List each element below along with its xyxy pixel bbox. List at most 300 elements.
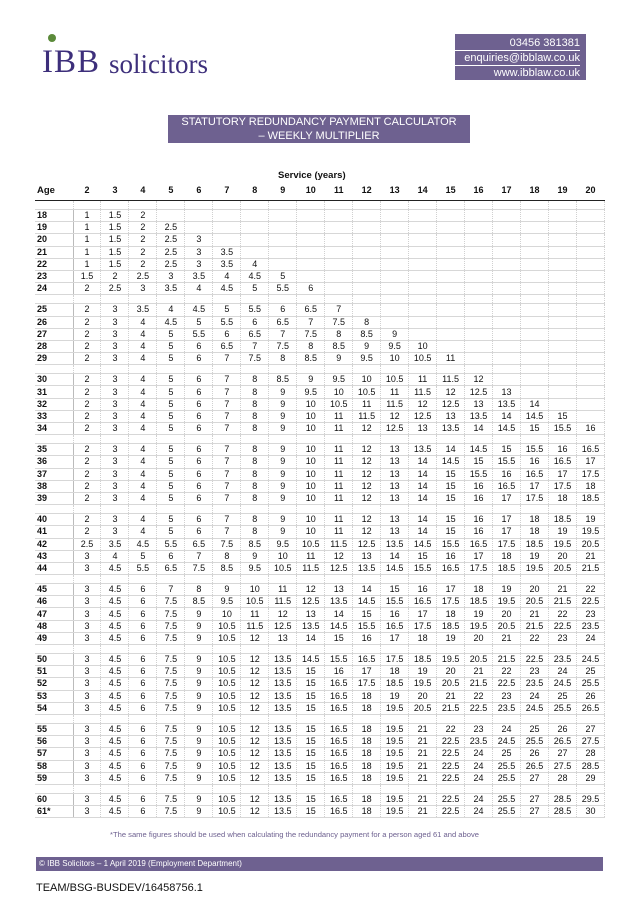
contact-phone: 03456 381381 <box>455 36 580 51</box>
multiplier-cell: 13.5 <box>269 654 297 666</box>
spacer-cell <box>381 201 409 210</box>
multiplier-cell: 10 <box>297 410 325 422</box>
multiplier-cell <box>409 210 437 222</box>
multiplier-cell: 14.5 <box>353 596 381 608</box>
group-spacer-row <box>35 365 605 374</box>
multiplier-cell: 4.5 <box>101 584 129 596</box>
multiplier-cell: 7 <box>213 353 241 365</box>
multiplier-cell: 8.5 <box>185 596 213 608</box>
multiplier-cell: 10.5 <box>213 678 241 690</box>
multiplier-cell: 10.5 <box>213 736 241 748</box>
multiplier-cell: 6 <box>185 480 213 492</box>
multiplier-cell: 13 <box>437 410 465 422</box>
spacer-cell <box>548 575 576 584</box>
multiplier-cell: 28 <box>548 772 576 784</box>
multiplier-cell <box>576 340 604 352</box>
multiplier-cell: 4.5 <box>101 608 129 620</box>
service-year-header: 2 <box>73 180 101 201</box>
multiplier-cell: 23 <box>521 666 549 678</box>
multiplier-cell <box>521 374 549 386</box>
multiplier-cell: 2.5 <box>157 246 185 258</box>
multiplier-cell: 23.5 <box>493 702 521 714</box>
multiplier-cell: 15 <box>437 468 465 480</box>
multiplier-cell: 12 <box>353 492 381 504</box>
multiplier-cell: 10 <box>297 423 325 435</box>
multiplier-cell: 3 <box>101 304 129 316</box>
age-cell: 30 <box>35 374 73 386</box>
multiplier-cell: 24 <box>493 723 521 735</box>
multiplier-cell: 18 <box>353 702 381 714</box>
multiplier-cell: 20.5 <box>437 678 465 690</box>
multiplier-cell <box>297 222 325 234</box>
multiplier-cell: 11 <box>325 423 353 435</box>
multiplier-cell: 1 <box>73 234 101 246</box>
multiplier-cell: 9.5 <box>269 538 297 550</box>
multiplier-cell: 15 <box>297 678 325 690</box>
table-row <box>35 666 605 678</box>
multiplier-cell: 9 <box>185 620 213 632</box>
multiplier-cell <box>353 258 381 270</box>
spacer-cell <box>409 645 437 654</box>
spacer-cell <box>381 505 409 514</box>
multiplier-cell: 11.5 <box>381 398 409 410</box>
multiplier-cell: 9 <box>185 678 213 690</box>
multiplier-cell: 2 <box>129 258 157 270</box>
multiplier-cell: 15.5 <box>548 423 576 435</box>
multiplier-cell: 22 <box>437 723 465 735</box>
multiplier-cell: 9 <box>241 550 269 562</box>
multiplier-cell <box>465 270 493 282</box>
spacer-cell <box>269 505 297 514</box>
multiplier-cell: 1.5 <box>101 210 129 222</box>
multiplier-cell: 10.5 <box>213 793 241 805</box>
spacer-cell <box>129 365 157 374</box>
multiplier-cell: 20.5 <box>493 620 521 632</box>
multiplier-cell <box>409 283 437 295</box>
table-row <box>35 468 605 480</box>
spacer-cell <box>157 201 185 210</box>
multiplier-cell: 25.5 <box>493 806 521 818</box>
multiplier-cell: 10.5 <box>409 353 437 365</box>
multiplier-cell: 25 <box>521 723 549 735</box>
age-cell: 57 <box>35 748 73 760</box>
group-spacer-row <box>35 784 605 793</box>
multiplier-cell: 4 <box>129 468 157 480</box>
spacer-cell <box>241 645 269 654</box>
multiplier-cell: 3 <box>73 772 101 784</box>
multiplier-cell: 7.5 <box>157 748 185 760</box>
multiplier-cell: 5.5 <box>213 316 241 328</box>
multiplier-cell: 18.5 <box>576 492 604 504</box>
multiplier-cell: 15 <box>437 480 465 492</box>
multiplier-cell: 8 <box>297 340 325 352</box>
multiplier-cell: 3 <box>185 234 213 246</box>
multiplier-cell: 7.5 <box>157 760 185 772</box>
multiplier-cell: 3.5 <box>157 283 185 295</box>
spacer-cell <box>269 784 297 793</box>
multiplier-cell: 15 <box>437 526 465 538</box>
spacer-cell <box>241 714 269 723</box>
table-row <box>35 210 605 222</box>
multiplier-cell: 28.5 <box>576 760 604 772</box>
multiplier-cell <box>269 258 297 270</box>
multiplier-cell: 22 <box>576 584 604 596</box>
multiplier-cell: 16.5 <box>325 760 353 772</box>
multiplier-cell: 8.5 <box>297 353 325 365</box>
multiplier-cell: 23 <box>465 723 493 735</box>
multiplier-cell <box>353 234 381 246</box>
table-row <box>35 514 605 526</box>
spacer-cell <box>157 365 185 374</box>
multiplier-cell: 13 <box>409 423 437 435</box>
multiplier-cell: 10.5 <box>213 666 241 678</box>
table-row <box>35 234 605 246</box>
multiplier-cell: 21 <box>409 772 437 784</box>
multiplier-cell: 10.5 <box>269 562 297 574</box>
multiplier-cell: 10 <box>297 468 325 480</box>
multiplier-cell <box>409 316 437 328</box>
multiplier-cell: 15 <box>521 423 549 435</box>
spacer-cell <box>101 575 129 584</box>
spacer-cell <box>465 575 493 584</box>
multiplier-cell: 4.5 <box>101 702 129 714</box>
age-cell: 23 <box>35 270 73 282</box>
multiplier-cell: 6 <box>185 514 213 526</box>
multiplier-cell: 13 <box>325 584 353 596</box>
multiplier-cell: 4 <box>129 492 157 504</box>
multiplier-cell <box>521 210 549 222</box>
multiplier-cell: 4 <box>129 444 157 456</box>
spacer-cell <box>213 575 241 584</box>
multiplier-cell: 12 <box>353 423 381 435</box>
multiplier-cell: 12 <box>353 526 381 538</box>
spacer-cell <box>73 505 101 514</box>
multiplier-cell: 13 <box>381 456 409 468</box>
multiplier-cell <box>297 258 325 270</box>
spacer-cell <box>437 505 465 514</box>
multiplier-cell: 7.5 <box>157 632 185 644</box>
multiplier-cell: 12 <box>297 584 325 596</box>
multiplier-cell: 10.5 <box>213 620 241 632</box>
service-year-header: 20 <box>576 180 604 201</box>
multiplier-cell: 3 <box>73 654 101 666</box>
multiplier-cell: 19 <box>381 690 409 702</box>
multiplier-cell: 18 <box>465 584 493 596</box>
table-row <box>35 806 605 818</box>
multiplier-cell: 12 <box>353 456 381 468</box>
service-year-header: 8 <box>241 180 269 201</box>
multiplier-cell <box>493 270 521 282</box>
spacer-cell <box>465 645 493 654</box>
multiplier-cell: 17 <box>409 608 437 620</box>
multiplier-cell <box>381 210 409 222</box>
multiplier-cell: 16 <box>381 608 409 620</box>
multiplier-cell: 16.5 <box>325 736 353 748</box>
multiplier-cell: 21.5 <box>521 620 549 632</box>
spacer-cell <box>101 784 129 793</box>
multiplier-cell: 24 <box>465 793 493 805</box>
multiplier-cell: 3 <box>101 398 129 410</box>
service-year-header: 5 <box>157 180 185 201</box>
multiplier-cell: 1.5 <box>101 246 129 258</box>
multiplier-cell: 17.5 <box>437 596 465 608</box>
multiplier-cell: 15.5 <box>381 596 409 608</box>
multiplier-cell: 4 <box>129 374 157 386</box>
multiplier-cell: 7.5 <box>157 793 185 805</box>
multiplier-cell: 17 <box>521 480 549 492</box>
multiplier-cell <box>548 353 576 365</box>
multiplier-cell: 13 <box>381 480 409 492</box>
multiplier-cell: 11 <box>325 526 353 538</box>
multiplier-cell: 4.5 <box>101 748 129 760</box>
multiplier-cell: 7 <box>213 410 241 422</box>
multiplier-cell: 7 <box>297 316 325 328</box>
multiplier-cell: 10 <box>297 444 325 456</box>
multiplier-cell <box>576 386 604 398</box>
spacer-cell <box>325 201 353 210</box>
multiplier-cell: 5 <box>157 398 185 410</box>
spacer-cell <box>548 201 576 210</box>
multiplier-cell: 6 <box>185 410 213 422</box>
spacer-cell <box>353 201 381 210</box>
spacer-cell <box>269 714 297 723</box>
multiplier-cell <box>437 270 465 282</box>
multiplier-cell: 21.5 <box>576 562 604 574</box>
multiplier-cell <box>297 210 325 222</box>
multiplier-cell: 3.5 <box>129 304 157 316</box>
multiplier-cell <box>269 222 297 234</box>
multiplier-cell: 4.5 <box>101 793 129 805</box>
multiplier-cell: 25.5 <box>548 702 576 714</box>
multiplier-cell: 22.5 <box>437 760 465 772</box>
multiplier-cell: 16 <box>325 666 353 678</box>
multiplier-cell: 4 <box>129 480 157 492</box>
multiplier-cell: 6 <box>129 596 157 608</box>
spacer-cell <box>73 295 101 304</box>
multiplier-cell <box>493 234 521 246</box>
multiplier-cell: 19.5 <box>381 772 409 784</box>
multiplier-cell: 20.5 <box>576 538 604 550</box>
multiplier-cell <box>493 222 521 234</box>
multiplier-cell: 6 <box>185 492 213 504</box>
multiplier-cell: 8 <box>241 480 269 492</box>
multiplier-cell: 17.5 <box>465 562 493 574</box>
multiplier-cell: 5 <box>269 270 297 282</box>
multiplier-cell: 6 <box>269 304 297 316</box>
table-row <box>35 702 605 714</box>
multiplier-cell: 9 <box>269 492 297 504</box>
multiplier-cell: 11 <box>297 550 325 562</box>
multiplier-cell: 6 <box>129 723 157 735</box>
multiplier-cell: 20 <box>521 584 549 596</box>
multiplier-cell: 3 <box>73 748 101 760</box>
table-row <box>35 340 605 352</box>
multiplier-cell: 19.5 <box>381 723 409 735</box>
multiplier-cell: 2.5 <box>101 283 129 295</box>
spacer-cell <box>493 365 521 374</box>
multiplier-cell: 11.5 <box>241 620 269 632</box>
multiplier-cell: 3 <box>101 514 129 526</box>
multiplier-cell <box>548 222 576 234</box>
multiplier-cell: 16 <box>353 632 381 644</box>
multiplier-cell: 14 <box>353 584 381 596</box>
multiplier-cell: 3 <box>73 562 101 574</box>
table-row <box>35 550 605 562</box>
age-cell: 31 <box>35 386 73 398</box>
spacer-cell <box>437 295 465 304</box>
spacer-cell <box>409 435 437 444</box>
multiplier-cell: 9.5 <box>297 386 325 398</box>
multiplier-cell: 10.5 <box>213 690 241 702</box>
multiplier-cell: 9 <box>185 772 213 784</box>
multiplier-cell: 6 <box>185 374 213 386</box>
multiplier-cell: 13.5 <box>353 562 381 574</box>
multiplier-cell: 2 <box>73 492 101 504</box>
spacer-cell <box>576 784 604 793</box>
logo-solicitors-text: solicitors <box>109 49 208 79</box>
multiplier-cell <box>353 270 381 282</box>
multiplier-cell: 5 <box>157 374 185 386</box>
multiplier-cell: 10.5 <box>213 748 241 760</box>
multiplier-cell: 6 <box>129 608 157 620</box>
age-cell: 49 <box>35 632 73 644</box>
multiplier-cell <box>521 353 549 365</box>
multiplier-cell: 2 <box>73 514 101 526</box>
multiplier-cell: 4.5 <box>101 690 129 702</box>
multiplier-cell: 22.5 <box>437 736 465 748</box>
multiplier-cell: 2 <box>73 316 101 328</box>
multiplier-cell: 12 <box>381 410 409 422</box>
spacer-cell <box>548 295 576 304</box>
multiplier-cell: 17 <box>493 492 521 504</box>
multiplier-cell: 11 <box>409 374 437 386</box>
multiplier-cell <box>409 270 437 282</box>
spacer-cell <box>241 575 269 584</box>
multiplier-cell: 22 <box>493 666 521 678</box>
multiplier-cell <box>269 234 297 246</box>
multiplier-cell: 7 <box>213 456 241 468</box>
multiplier-cell: 9 <box>269 480 297 492</box>
spacer-cell <box>241 295 269 304</box>
multiplier-cell: 2 <box>73 456 101 468</box>
multiplier-cell: 14 <box>409 526 437 538</box>
multiplier-cell: 12 <box>353 444 381 456</box>
multiplier-cell: 9 <box>269 386 297 398</box>
multiplier-cell <box>381 258 409 270</box>
multiplier-cell <box>576 222 604 234</box>
multiplier-cell: 10 <box>297 514 325 526</box>
multiplier-cell: 23 <box>548 632 576 644</box>
multiplier-cell: 12 <box>241 702 269 714</box>
multiplier-cell: 16 <box>437 550 465 562</box>
multiplier-cell: 3 <box>101 410 129 422</box>
multiplier-cell <box>353 222 381 234</box>
spacer-cell <box>129 295 157 304</box>
multiplier-cell: 2 <box>73 526 101 538</box>
spacer-cell <box>465 295 493 304</box>
multiplier-cell: 26.5 <box>521 760 549 772</box>
multiplier-cell: 6 <box>213 328 241 340</box>
multiplier-cell: 3 <box>73 702 101 714</box>
multiplier-cell: 18 <box>353 793 381 805</box>
spacer-cell <box>521 714 549 723</box>
multiplier-cell: 13.5 <box>269 666 297 678</box>
spacer-cell <box>101 365 129 374</box>
multiplier-cell: 3 <box>73 736 101 748</box>
spacer-cell <box>297 435 325 444</box>
multiplier-cell: 19.5 <box>381 748 409 760</box>
spacer-cell <box>437 645 465 654</box>
multiplier-cell <box>576 374 604 386</box>
age-cell: 44 <box>35 562 73 574</box>
multiplier-cell: 15.5 <box>437 538 465 550</box>
multiplier-cell: 6 <box>185 398 213 410</box>
multiplier-cell: 12 <box>241 666 269 678</box>
multiplier-cell: 3 <box>73 620 101 632</box>
multiplier-cell <box>493 340 521 352</box>
multiplier-cell <box>465 222 493 234</box>
age-cell: 36 <box>35 456 73 468</box>
multiplier-cell: 18 <box>437 608 465 620</box>
multiplier-cell: 13 <box>493 386 521 398</box>
table-row <box>35 620 605 632</box>
spacer-cell <box>241 784 269 793</box>
multiplier-cell: 3 <box>73 632 101 644</box>
multiplier-cell: 5 <box>157 423 185 435</box>
multiplier-cell: 4 <box>129 328 157 340</box>
multiplier-cell: 16.5 <box>325 793 353 805</box>
multiplier-cell: 11.5 <box>325 538 353 550</box>
multiplier-cell: 22.5 <box>576 596 604 608</box>
multiplier-cell: 9.5 <box>353 353 381 365</box>
multiplier-cell: 22.5 <box>437 748 465 760</box>
multiplier-cell: 24 <box>465 748 493 760</box>
multiplier-cell: 13.5 <box>269 736 297 748</box>
multiplier-cell <box>325 258 353 270</box>
page-title <box>168 115 470 143</box>
spacer-cell <box>73 784 101 793</box>
multiplier-cell: 2.5 <box>157 234 185 246</box>
multiplier-cell: 8.5 <box>269 374 297 386</box>
multiplier-cell: 27.5 <box>548 760 576 772</box>
multiplier-cell: 16 <box>465 492 493 504</box>
multiplier-cell: 6 <box>129 690 157 702</box>
multiplier-cell: 15 <box>548 410 576 422</box>
spacer-cell <box>521 365 549 374</box>
multiplier-cell: 7 <box>213 374 241 386</box>
multiplier-cell: 3 <box>73 690 101 702</box>
multiplier-cell: 10.5 <box>213 632 241 644</box>
spacer-cell <box>548 645 576 654</box>
spacer-cell <box>548 505 576 514</box>
age-cell: 55 <box>35 723 73 735</box>
multiplier-cell <box>381 234 409 246</box>
multiplier-cell: 12.5 <box>325 562 353 574</box>
spacer-cell <box>409 575 437 584</box>
multiplier-cell: 25.5 <box>493 760 521 772</box>
multiplier-cell: 9 <box>297 374 325 386</box>
multiplier-cell: 12 <box>437 386 465 398</box>
multiplier-cell <box>409 304 437 316</box>
service-year-header: 18 <box>521 180 549 201</box>
multiplier-cell: 16.5 <box>325 690 353 702</box>
multiplier-cell: 19 <box>493 584 521 596</box>
spacer-cell <box>213 435 241 444</box>
multiplier-cell: 2 <box>73 283 101 295</box>
table-row <box>35 353 605 365</box>
multiplier-cell <box>548 398 576 410</box>
multiplier-cell: 17.5 <box>381 654 409 666</box>
